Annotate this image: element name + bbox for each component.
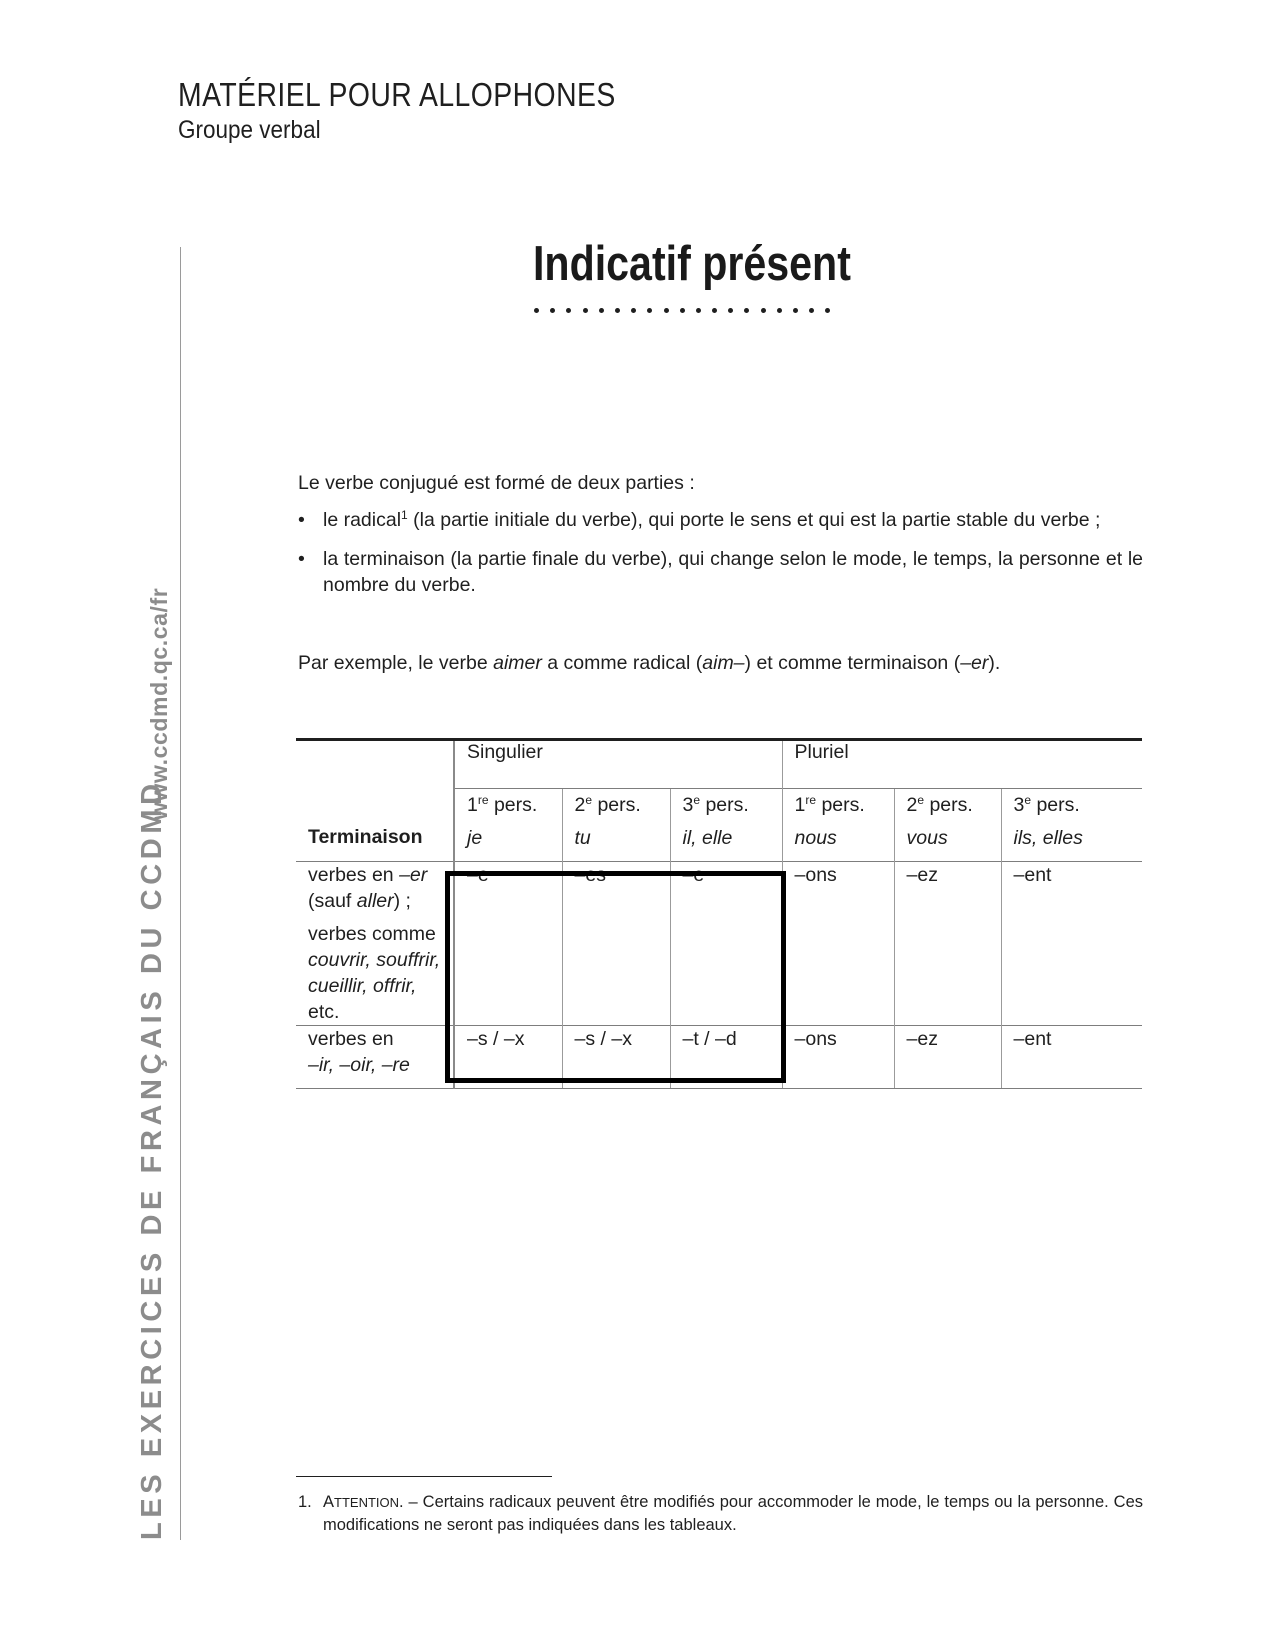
side-url-link[interactable]: www.ccdmd.qc.ca/fr — [146, 587, 172, 820]
ending-cell: –e — [670, 862, 782, 1026]
table-row — [296, 1026, 1142, 1089]
ending-cell: –t / –d — [670, 1026, 782, 1089]
ending-cell: –e — [454, 862, 562, 1026]
pluriel-header: Pluriel — [782, 740, 1142, 789]
person-header: 2e pers. tu — [562, 789, 670, 862]
ending-cell: –ent — [1001, 1026, 1142, 1089]
page-title: Indicatif présent — [533, 237, 851, 291]
ending-cell: –ez — [894, 1026, 1001, 1089]
header-title: MATÉRIEL POUR ALLOPHONES — [178, 76, 616, 113]
row-label: verbes en –er (sauf aller) ; verbes comme couvrir, souffrir, cueillir, offrir, etc. — [296, 862, 454, 1026]
header-subtitle: Groupe verbal — [178, 116, 321, 144]
title-dotted-underline — [534, 308, 830, 313]
table-row — [296, 862, 1142, 1026]
singulier-header: Singulier — [454, 740, 782, 789]
row-label: verbes en –ir, –oir, –re — [296, 1026, 454, 1089]
ending-cell: –ons — [782, 1026, 894, 1089]
ending-cell: –es — [562, 862, 670, 1026]
list-item-radical: • le radical$^1$ (la partie initiale du verbe), qui porte le sens et qui est la partie stable du verbe ; — [298, 507, 1143, 533]
footnote-separator — [296, 1476, 552, 1477]
footnote-ref[interactable]: 1 — [401, 508, 408, 522]
list-item-terminaison: • la terminaison (la partie finale du verbe), qui change selon le mode, le temps, la personne et le nombre du verbe. — [298, 546, 1143, 598]
definition-list — [298, 507, 1143, 611]
person-header: 3e pers. ils, elles — [1001, 789, 1142, 862]
person-header: 3e pers. il, elle — [670, 789, 782, 862]
ending-cell: –s / –x — [454, 1026, 562, 1089]
person-header: 2e pers. vous — [894, 789, 1001, 862]
ending-cell: –ent — [1001, 862, 1142, 1026]
ending-cell: –ons — [782, 862, 894, 1026]
intro-paragraph: Le verbe conjugué est formé de deux parties : — [298, 472, 695, 494]
conjugation-table — [296, 738, 1142, 1089]
ending-cell: –s / –x — [562, 1026, 670, 1089]
side-brand-text: LES EXERCICES DE FRANÇAIS DU CCDMD — [136, 779, 168, 1540]
side-divider — [180, 247, 181, 1540]
ending-cell: –ez — [894, 862, 1001, 1026]
example-paragraph: Par exemple, le verbe aimer a comme radical (aim–) et comme terminaison (–er). — [298, 652, 1001, 674]
footnote: 1. ATTENTION. – Certains radicaux peuvent être modifiés pour accommoder le mode, le temps ou la personne. Ces modifications ne seront pas indiquées dans les tableaux. — [298, 1493, 1143, 1534]
terminaison-header: Terminaison — [296, 740, 454, 862]
person-header: 1re pers. nous — [782, 789, 894, 862]
person-header: 1re pers. je — [454, 789, 562, 862]
